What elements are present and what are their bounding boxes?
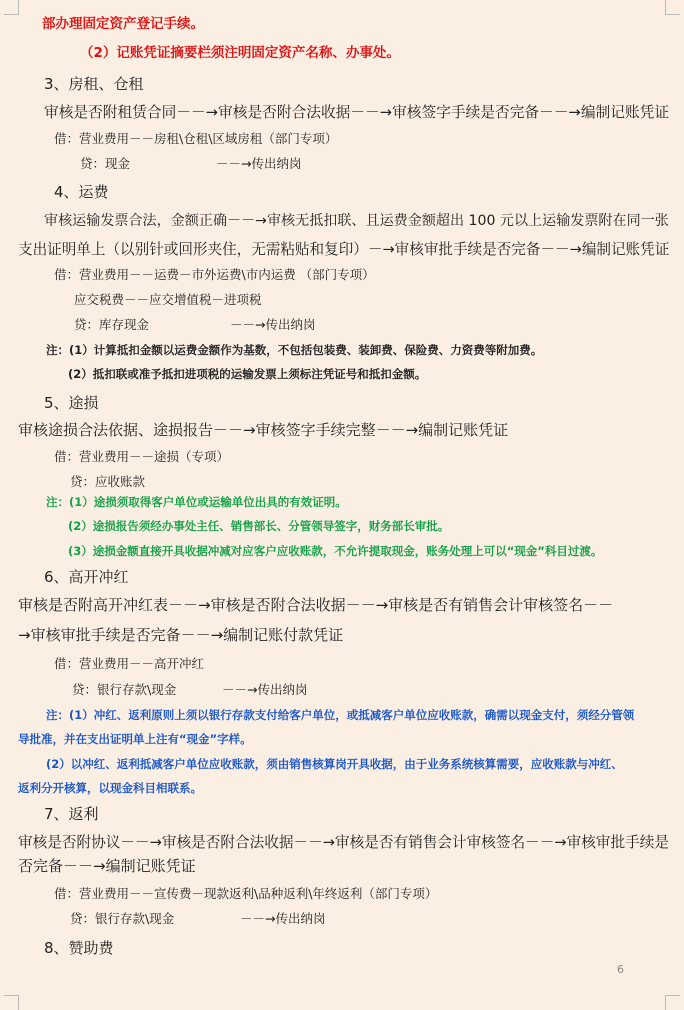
flow-text: 否完备－－→编制记账凭证 — [18, 857, 196, 875]
flow-text: →审核审批手续是否完备－－→编制记账付款凭证 — [18, 626, 344, 644]
section-heading-4: 4、运费 — [54, 183, 109, 201]
section-heading-8: 8、赞助费 — [44, 939, 114, 957]
note-line-green: (3）途损金额直接开具收据冲减对应客户应收账款，不允许提取现金，账务处理上可以“现金”科目过渡。 — [68, 544, 603, 558]
note-line-green: 注：(1）途损须取得客户单位或运输单位出具的有效证明。 — [46, 495, 347, 509]
entry-line: －－→传出纳岗 — [230, 317, 316, 332]
entry-line: 贷：应收账款 — [70, 474, 146, 489]
entry-line: 贷：现金 — [80, 156, 131, 171]
note-line-blue: 返利分开核算，以现金科目相联系。 — [18, 781, 202, 795]
red-line: 部办理固定资产登记手续。 — [42, 16, 204, 32]
crop-mark-bottom-left — [4, 995, 19, 1010]
entry-line: 贷：库存现金 — [74, 317, 150, 332]
crop-mark-top-left — [4, 0, 19, 15]
page-number: 6 — [617, 963, 624, 976]
flow-text: 审核是否附高开冲红表－－→审核是否附合法收据－－→审核是否有销售会计审核签名－－ — [18, 596, 614, 614]
note-line: 注：(1）计算抵扣金额以运费金额作为基数，不包括包装费、装卸费、保险费、力资费等附加费。 — [46, 343, 543, 357]
crop-mark-top-right — [665, 0, 680, 15]
section-heading-7: 7、返利 — [44, 805, 99, 823]
red-line: （2）记账凭证摘要栏须注明固定资产名称、办事处。 — [80, 45, 400, 61]
entry-line: 借：营业费用－－宣传费－现款返利\品种返利\年终返利（部门专项） — [54, 886, 438, 901]
note-line-blue: 注：(1）冲红、返利原则上须以银行存款支付给客户单位，或抵减客户单位应收账款，确需以现金支付，须经分管领 — [46, 708, 635, 722]
entry-line: 借：营业费用－－房租\仓租\区域房租（部门专项） — [54, 131, 338, 146]
entry-line: 借：营业费用－－途损（专项） — [54, 449, 230, 464]
crop-mark-bottom-right — [665, 995, 680, 1010]
section-heading-6: 6、高开冲红 — [44, 568, 129, 586]
note-line-blue: 导批准，并在支出证明单上注有“现金”字样。 — [18, 732, 252, 746]
entry-line: 借：营业费用－－高开冲红 — [54, 656, 205, 671]
entry-line: 借：营业费用－－运费－市外运费\市内运费 （部门专项） — [54, 267, 375, 282]
flow-text: 审核是否附协议－－→审核是否附合法收据－－→审核是否有销售会计审核签名－－→审核审批手续是 — [18, 834, 670, 851]
entry-line: －－→传出纳岗 — [240, 911, 326, 926]
note-line-blue: (2）以冲红、返利抵减客户单位应收账款，须由销售核算岗开具收据，由于业务系统核算需要，应收账款与冲红、 — [46, 757, 623, 771]
entry-line: －－→传出纳岗 — [222, 682, 308, 697]
flow-text: 审核是否附租赁合同－－→审核是否附合法收据－－→审核签字手续是否完备－－→编制记账凭证 — [44, 104, 670, 121]
entry-line: 贷：银行存款\现金 — [70, 911, 175, 926]
flow-text: 审核途损合法依据、途损报告－－→审核签字手续完整－－→编制记账凭证 — [18, 421, 509, 439]
section-heading-5: 5、途损 — [44, 394, 99, 412]
flow-text: 审核运输发票合法，金额正确－－→审核无抵扣联、且运费金额超出 100 元以上运输发票附在同一张 — [44, 213, 669, 229]
entry-line: 贷：银行存款\现金 — [72, 682, 177, 697]
flow-text: 支出证明单上（以别针或回形夹住，无需粘贴和复印）－→审核审批手续是否完备－－→编制记账凭证 — [18, 241, 670, 258]
entry-line: －－→传出纳岗 — [216, 156, 302, 171]
entry-line: 应交税费－－应交增值税－进项税 — [74, 292, 262, 307]
section-heading-3: 3、房租、仓租 — [44, 75, 144, 93]
note-line: (2）抵扣联或准予抵扣进项税的运输发票上须标注凭证号和抵扣金额。 — [68, 367, 427, 381]
note-line-green: (2）途损报告须经办事处主任、销售部长、分管领导签字，财务部长审批。 — [68, 519, 450, 533]
